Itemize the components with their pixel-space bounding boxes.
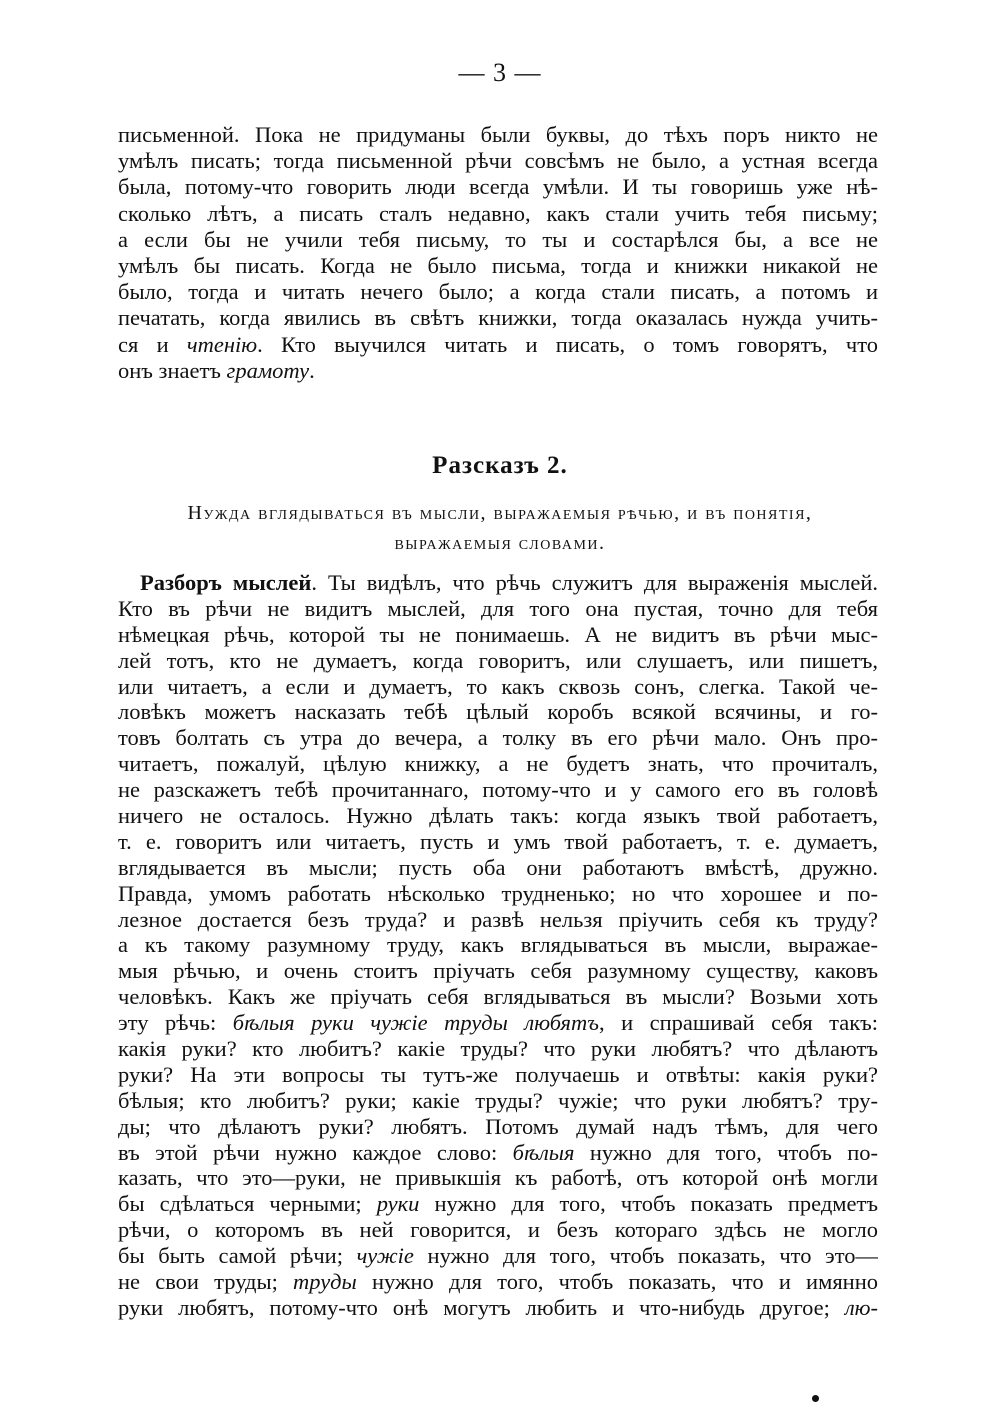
italic-term: лю- xyxy=(844,1294,878,1320)
text-line: была, потому-что говорить люди всегда умѣли. И ты говоришь уже нѣ- xyxy=(118,174,878,200)
text-segment: онъ знаетъ xyxy=(118,357,227,383)
text-line: сколько лѣтъ, а писать сталъ недавно, какъ стали учить тебя письму; xyxy=(118,200,878,226)
italic-term: чтенію xyxy=(186,331,258,357)
text-segment: . Ты видѣлъ, что рѣчь служитъ для выраженія мыслей. xyxy=(311,570,878,595)
text-segment: бы быть самой рѣчи; xyxy=(118,1243,357,1269)
text-line: Кто въ рѣчи не видитъ мыслей, для того она пустая, точно для тебя xyxy=(118,595,878,621)
text-line: умѣлъ писать; тогда письменной рѣчи совсѣмъ не было, а устная всегда xyxy=(118,148,878,174)
text-line: умѣлъ бы писать. Когда не было письма, тогда и книжки никакой не xyxy=(118,252,878,278)
text-segment: бы сдѣлаться черными; xyxy=(118,1191,377,1217)
text-line xyxy=(118,1140,878,1166)
text-line: ловѣкъ можетъ насказать тебѣ цѣлый коробъ всякой всячины, и го- xyxy=(118,699,878,725)
text-line: бѣлыя; кто любитъ? руки; какіе труды? чужіе; что руки любятъ? тру- xyxy=(118,1087,878,1113)
text-line: письменной. Пока не придуманы были буквы, до тѣхъ поръ никто не xyxy=(118,122,878,147)
text-segment: нужно для того, чтобъ показать предметъ xyxy=(419,1191,878,1217)
text-line: рѣчи, о которомъ въ ней говорится, и безъ котораго здѣсь не могло xyxy=(118,1217,878,1243)
text-line xyxy=(118,1269,878,1295)
text-line: читаетъ, пожалуй, цѣлую книжку, а не будетъ знать, что прочиталъ, xyxy=(118,751,878,777)
text-line: ды; что дѣлаютъ руки? любятъ. Потомъ думай надъ тѣмъ, для чего xyxy=(118,1113,878,1139)
main-paragraph xyxy=(118,570,878,1321)
text-segment: руки любятъ, потому-что онѣ могутъ любить и что-нибудь другое; xyxy=(118,1294,845,1320)
text-segment: . Кто выучился читать и писать, о томъ говорятъ, что xyxy=(257,331,878,357)
text-line: т. е. говоритъ или читаетъ, пусть и умъ твой работаетъ, т. е. думаетъ, xyxy=(118,828,878,854)
text-line: лей тотъ, кто не думаетъ, когда говоритъ, или слушаетъ, или пишетъ, xyxy=(118,647,878,673)
text-line: казать, что это—руки, не привыкшія къ работѣ, отъ которой онѣ могли xyxy=(118,1165,878,1191)
text-line xyxy=(118,1010,878,1036)
text-line: нѣмецкая рѣчь, которой ты не понимаешь. А не видитъ въ рѣчи мыс- xyxy=(118,621,878,647)
text-line xyxy=(118,332,878,358)
italic-term: грамоту xyxy=(226,357,310,383)
text-segment: нужно для того, чтобъ показать, что это— xyxy=(413,1243,878,1269)
text-line: было, тогда и читать нечего было; а когда стали писать, а потомъ и xyxy=(118,279,878,305)
run-in-heading: Разборъ мыслей xyxy=(140,570,312,595)
text-line: Правда, умомъ работать нѣсколько трудненько; но что хорошее и по- xyxy=(118,880,878,906)
italic-term: бѣлыя xyxy=(512,1139,575,1165)
text-line: мыя рѣчью, и очень стоитъ пріучать себя разумному существу, каковъ xyxy=(118,958,878,984)
italic-term: чужіе xyxy=(356,1243,414,1269)
intro-paragraph xyxy=(118,122,878,384)
text-line: а къ такому разумному труду, какъ вглядываться въ мысли, выражае- xyxy=(118,932,878,958)
text-line: человѣкъ. Какъ же пріучать себя вглядываться въ мысли? Возьми хоть xyxy=(118,984,878,1010)
text-line xyxy=(118,1243,878,1269)
text-segment: , и спрашивай себя такъ: xyxy=(598,1010,878,1036)
ink-dot xyxy=(812,1395,819,1402)
text-segment: нужно для того, чтобъ показать, что и имянно xyxy=(356,1269,878,1295)
text-line: ничего не осталось. Нужно дѣлать такъ: когда языкъ твой работаетъ, xyxy=(118,803,878,829)
text-line xyxy=(118,1295,878,1321)
text-line: или читаетъ, а если и думаетъ, то какъ сквозь сонъ, слегка. Такой че- xyxy=(118,673,878,699)
text-line xyxy=(118,570,878,596)
text-line: а если бы не учили тебя письму, то ты и состарѣлся бы, а все не xyxy=(118,226,878,252)
text-segment: въ этой рѣчи нужно каждое слово: xyxy=(118,1139,513,1165)
text-line xyxy=(118,358,878,384)
text-segment: ся и xyxy=(118,331,187,357)
section-subtitle: Нужда вглядываться въ мысли, выражаемыя рѣчью, и въ понятія, xyxy=(187,502,813,524)
text-line xyxy=(118,1191,878,1217)
text-line: руки? На эти вопросы ты тутъ-же получаешь и отвѣты: какія руки? xyxy=(118,1061,878,1087)
italic-term: руки xyxy=(376,1191,420,1217)
italic-term: бѣлыя руки чужіе труды любятъ xyxy=(232,1010,599,1036)
italic-term: труды xyxy=(293,1269,357,1295)
text-segment: нужно для того, чтобъ по- xyxy=(574,1139,878,1165)
text-line: лезное достается безъ труда? и развѣ нельзя пріучить себя къ труду? xyxy=(118,906,878,932)
text-line: какія руки? кто любитъ? какіе труды? что руки любятъ? что дѣлаютъ xyxy=(118,1036,878,1062)
text-line: вглядывается въ мысли; пусть оба они работаютъ вмѣстѣ, дружно. xyxy=(118,854,878,880)
section-heading: Разсказъ 2. xyxy=(432,452,568,479)
text-segment: эту рѣчь: xyxy=(118,1010,233,1036)
text-line: не разскажетъ тебѣ прочитаннаго, потому-что и у самого его въ головѣ xyxy=(118,777,878,803)
section-subtitle: выражаемыя словами. xyxy=(394,532,606,554)
text-line: печатать, когда явились въ свѣтъ книжки, тогда оказалась нужда учить- xyxy=(118,305,878,331)
text-segment: не свои труды; xyxy=(118,1269,294,1295)
text-segment: . xyxy=(309,357,315,383)
page-number: — 3 — xyxy=(458,58,542,87)
text-line: товъ болтать съ утра до вечера, а толку въ его рѣчи мало. Онъ про- xyxy=(118,725,878,751)
